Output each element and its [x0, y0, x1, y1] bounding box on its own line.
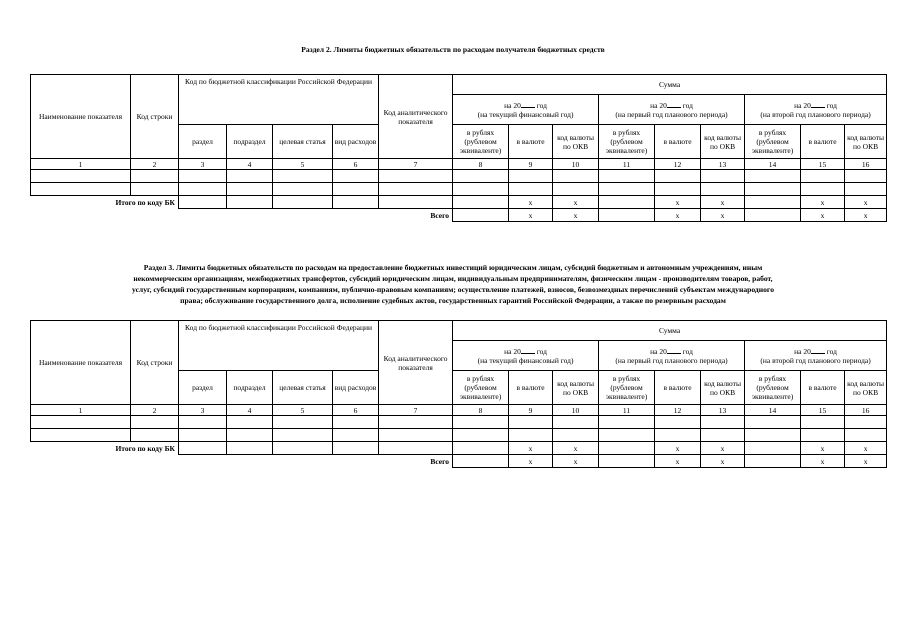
period-second-plan [745, 341, 887, 371]
cell-type[interactable] [333, 170, 379, 183]
col-number: 5 [273, 159, 333, 170]
col-number: 7 [379, 405, 453, 416]
x-mark: х [655, 455, 701, 468]
period-note: (на второй год планового периода) [760, 356, 871, 365]
section-title-line: услуг, субсидий государственным корпорациям, компаниям, публично-правовым компаниям; осуществление платежей, взносов, безвозмездных перечислений субъектам международного [132, 285, 774, 294]
section-title-line: Раздел 2. Лимиты бюджетных обязательств по расходам получателя бюджетных средств [301, 45, 605, 54]
cell-podrazdel[interactable] [227, 442, 273, 455]
cell-value[interactable] [599, 170, 655, 183]
col-number: 14 [745, 405, 801, 416]
x-mark: х [845, 209, 887, 222]
cell-value[interactable] [509, 170, 553, 183]
total-all-row [31, 455, 887, 468]
cell-type[interactable] [333, 416, 379, 429]
sub-rub: в рублях (рублевом эквиваленте) [453, 371, 509, 405]
col-number: 8 [453, 159, 509, 170]
col-number: 5 [273, 405, 333, 416]
cell-code[interactable] [131, 170, 179, 183]
x-mark: х [701, 455, 745, 468]
sub-podrazdel: подраздел [227, 125, 273, 159]
cell-value[interactable] [599, 209, 655, 222]
cell-target[interactable] [273, 170, 333, 183]
col-number: 16 [845, 159, 887, 170]
cell-razdel[interactable] [179, 416, 227, 429]
total-all-row [31, 209, 887, 222]
col-number: 9 [509, 405, 553, 416]
col-number: 1 [31, 159, 131, 170]
col-number: 6 [333, 159, 379, 170]
cell-value[interactable] [845, 416, 887, 429]
total-bk-row [31, 442, 887, 455]
cell-value[interactable] [453, 455, 509, 468]
col-number: 16 [845, 405, 887, 416]
cell-value[interactable] [453, 196, 509, 209]
x-mark: х [845, 455, 887, 468]
x-mark: х [801, 209, 845, 222]
col-number: 13 [701, 159, 745, 170]
cell-value[interactable] [553, 183, 599, 196]
cell-value[interactable] [745, 170, 801, 183]
cell-podrazdel[interactable] [227, 416, 273, 429]
cell-code[interactable] [131, 416, 179, 429]
cell-target[interactable] [273, 442, 333, 455]
col-number: 3 [179, 159, 227, 170]
period-suffix: год [536, 347, 547, 356]
sub-rub: в рублях (рублевом эквиваленте) [745, 125, 801, 159]
x-mark: х [845, 442, 887, 455]
cell-name[interactable] [31, 416, 131, 429]
header-name: Наименование показателя [31, 75, 131, 159]
cell-type[interactable] [333, 183, 379, 196]
cell-value[interactable] [655, 183, 701, 196]
sub-type: вид расходов [333, 125, 379, 159]
x-mark: х [553, 209, 599, 222]
period-note: (на первый год планового периода) [615, 356, 728, 365]
period-suffix: год [826, 101, 837, 110]
period-note: (на текущий финансовый год) [477, 110, 574, 119]
col-number: 11 [599, 159, 655, 170]
period-note: (на первый год планового периода) [615, 110, 728, 119]
section-3-table [30, 320, 887, 468]
col-number: 1 [31, 405, 131, 416]
sub-okv: код валюты по ОКВ [553, 125, 599, 159]
sub-currency: в валюте [509, 371, 553, 405]
cell-type[interactable] [333, 429, 379, 442]
col-number: 6 [333, 405, 379, 416]
col-number: 13 [701, 405, 745, 416]
period-note: (на второй год планового периода) [760, 110, 871, 119]
cell-name[interactable] [31, 429, 131, 442]
total-bk-row [31, 196, 887, 209]
cell-podrazdel[interactable] [227, 196, 273, 209]
cell-value[interactable] [509, 183, 553, 196]
cell-type[interactable] [333, 442, 379, 455]
cell-target[interactable] [273, 429, 333, 442]
cell-value[interactable] [745, 209, 801, 222]
cell-value[interactable] [701, 429, 745, 442]
x-mark: х [509, 196, 553, 209]
header-sum: Сумма [453, 321, 887, 341]
period-suffix: год [682, 347, 693, 356]
cell-value[interactable] [745, 429, 801, 442]
cell-value[interactable] [553, 429, 599, 442]
period-suffix: год [826, 347, 837, 356]
x-mark: х [701, 209, 745, 222]
cell-value[interactable] [453, 429, 509, 442]
cell-value[interactable] [655, 170, 701, 183]
cell-razdel[interactable] [179, 196, 227, 209]
period-note: (на текущий финансовый год) [477, 356, 574, 365]
sub-okv: код валюты по ОКВ [701, 125, 745, 159]
col-number: 9 [509, 159, 553, 170]
cell-value[interactable] [745, 416, 801, 429]
period-prefix: на 20 [504, 101, 521, 110]
x-mark: х [655, 196, 701, 209]
x-mark: х [553, 196, 599, 209]
cell-value[interactable] [509, 416, 553, 429]
header-name: Наименование показателя [31, 321, 131, 405]
sub-rub: в рублях (рублевом эквиваленте) [599, 371, 655, 405]
cell-target[interactable] [273, 196, 333, 209]
sub-razdel: раздел [179, 125, 227, 159]
x-mark: х [655, 209, 701, 222]
cell-razdel[interactable] [179, 429, 227, 442]
period-prefix: на 20 [650, 347, 667, 356]
cell-value[interactable] [845, 170, 887, 183]
x-mark: х [509, 455, 553, 468]
cell-value[interactable] [599, 183, 655, 196]
cell-analytic[interactable] [379, 170, 453, 183]
period-second-plan [745, 95, 887, 125]
sub-okv: код валюты по ОКВ [701, 371, 745, 405]
cell-analytic[interactable] [379, 442, 453, 455]
header-bk: Код по бюджетной классификации Российской Федерации [179, 75, 379, 125]
x-mark: х [509, 442, 553, 455]
col-number: 12 [655, 159, 701, 170]
section-title-line: некоммерческим организациям, межбюджетных трансфертов, субсидий юридическим лицам, индивидуальным предпринимателям, физическим лицам - производителям товаров, работ, [133, 274, 773, 283]
cell-analytic[interactable] [379, 183, 453, 196]
col-number: 15 [801, 159, 845, 170]
cell-razdel[interactable] [179, 170, 227, 183]
col-number: 12 [655, 405, 701, 416]
cell-razdel[interactable] [179, 442, 227, 455]
col-number: 10 [553, 159, 599, 170]
period-prefix: на 20 [794, 347, 811, 356]
sub-currency: в валюте [801, 371, 845, 405]
data-row [31, 183, 887, 196]
x-mark: х [701, 196, 745, 209]
total-bk-label: Итого по коду БК [31, 442, 179, 455]
header-analytic: Код аналитического показателя [379, 75, 453, 159]
period-suffix: год [536, 101, 547, 110]
cell-target[interactable] [273, 416, 333, 429]
col-number: 3 [179, 405, 227, 416]
total-all-label: Всего [31, 209, 453, 222]
cell-value[interactable] [655, 416, 701, 429]
cell-target[interactable] [273, 183, 333, 196]
total-bk-label: Итого по коду БК [31, 196, 179, 209]
period-suffix: год [682, 101, 693, 110]
cell-podrazdel[interactable] [227, 429, 273, 442]
x-mark: х [801, 455, 845, 468]
x-mark: х [701, 442, 745, 455]
header-code: Код строки [131, 75, 179, 159]
col-number: 7 [379, 159, 453, 170]
sub-currency: в валюте [655, 371, 701, 405]
cell-value[interactable] [599, 455, 655, 468]
cell-value[interactable] [599, 442, 655, 455]
data-row [31, 170, 887, 183]
col-number: 4 [227, 159, 273, 170]
cell-value[interactable] [801, 183, 845, 196]
sub-rub: в рублях (рублевом эквиваленте) [453, 125, 509, 159]
cell-analytic[interactable] [379, 196, 453, 209]
cell-value[interactable] [745, 196, 801, 209]
col-number: 2 [131, 159, 179, 170]
period-first-plan [599, 95, 745, 125]
cell-analytic[interactable] [379, 429, 453, 442]
cell-code[interactable] [131, 183, 179, 196]
sub-target: целевая статья [273, 371, 333, 405]
total-all-label: Всего [31, 455, 453, 468]
cell-value[interactable] [453, 209, 509, 222]
sub-type: вид расходов [333, 371, 379, 405]
x-mark: х [509, 209, 553, 222]
cell-value[interactable] [453, 183, 509, 196]
sub-okv: код валюты по ОКВ [845, 125, 887, 159]
cell-value[interactable] [801, 170, 845, 183]
sub-okv: код валюты по ОКВ [553, 371, 599, 405]
cell-value[interactable] [553, 416, 599, 429]
period-prefix: на 20 [650, 101, 667, 110]
period-prefix: на 20 [504, 347, 521, 356]
period-current [453, 341, 599, 371]
header-code: Код строки [131, 321, 179, 405]
sub-currency: в валюте [655, 125, 701, 159]
period-current [453, 95, 599, 125]
section-2-table [30, 74, 887, 222]
cell-value[interactable] [655, 429, 701, 442]
cell-value[interactable] [701, 416, 745, 429]
cell-name[interactable] [31, 183, 131, 196]
cell-value[interactable] [599, 416, 655, 429]
col-number: 10 [553, 405, 599, 416]
cell-value[interactable] [845, 183, 887, 196]
data-row [31, 416, 887, 429]
column-numbers-row [31, 405, 887, 416]
x-mark: х [845, 196, 887, 209]
cell-value[interactable] [599, 196, 655, 209]
sub-currency: в валюте [801, 125, 845, 159]
cell-value[interactable] [509, 429, 553, 442]
cell-analytic[interactable] [379, 416, 453, 429]
cell-podrazdel[interactable] [227, 170, 273, 183]
sub-target: целевая статья [273, 125, 333, 159]
col-number: 8 [453, 405, 509, 416]
x-mark: х [801, 196, 845, 209]
cell-value[interactable] [745, 183, 801, 196]
cell-value[interactable] [453, 442, 509, 455]
sub-rub: в рублях (рублевом эквиваленте) [745, 371, 801, 405]
header-sum: Сумма [453, 75, 887, 95]
sub-podrazdel: подраздел [227, 371, 273, 405]
x-mark: х [553, 455, 599, 468]
sub-currency: в валюте [509, 125, 553, 159]
x-mark: х [801, 442, 845, 455]
col-number: 15 [801, 405, 845, 416]
cell-razdel[interactable] [179, 183, 227, 196]
sub-rub: в рублях (рублевом эквиваленте) [599, 125, 655, 159]
cell-value[interactable] [453, 416, 509, 429]
cell-value[interactable] [701, 170, 745, 183]
column-numbers-row [31, 159, 887, 170]
sub-razdel: раздел [179, 371, 227, 405]
cell-value[interactable] [453, 170, 509, 183]
cell-value[interactable] [745, 455, 801, 468]
data-row [31, 429, 887, 442]
cell-value[interactable] [801, 429, 845, 442]
header-analytic: Код аналитического показателя [379, 321, 453, 405]
cell-podrazdel[interactable] [227, 183, 273, 196]
section-title-line: Раздел 3. Лимиты бюджетных обязательств по расходам на предоставление бюджетных инвестиций юридическим лицам, субсидий бюджетным и автономным учреждениям, иным [143, 263, 763, 272]
cell-name[interactable] [31, 170, 131, 183]
col-number: 11 [599, 405, 655, 416]
col-number: 14 [745, 159, 801, 170]
header-bk: Код по бюджетной классификации Российской Федерации [179, 321, 379, 371]
section-3-title [20, 262, 886, 306]
section-title-line: права; обслуживание государственного долга, исполнение судебных актов, государственных гарантий Российской Федерации, а также по резервным расходам [180, 296, 726, 305]
x-mark: х [553, 442, 599, 455]
col-number: 4 [227, 405, 273, 416]
sub-okv: код валюты по ОКВ [845, 371, 887, 405]
period-prefix: на 20 [794, 101, 811, 110]
col-number: 2 [131, 405, 179, 416]
cell-value[interactable] [553, 170, 599, 183]
x-mark: х [655, 442, 701, 455]
period-first-plan [599, 341, 745, 371]
cell-value[interactable] [745, 442, 801, 455]
cell-value[interactable] [801, 416, 845, 429]
section-2-title [20, 44, 886, 55]
cell-value[interactable] [845, 429, 887, 442]
cell-value[interactable] [599, 429, 655, 442]
cell-value[interactable] [701, 183, 745, 196]
cell-code[interactable] [131, 429, 179, 442]
cell-type[interactable] [333, 196, 379, 209]
